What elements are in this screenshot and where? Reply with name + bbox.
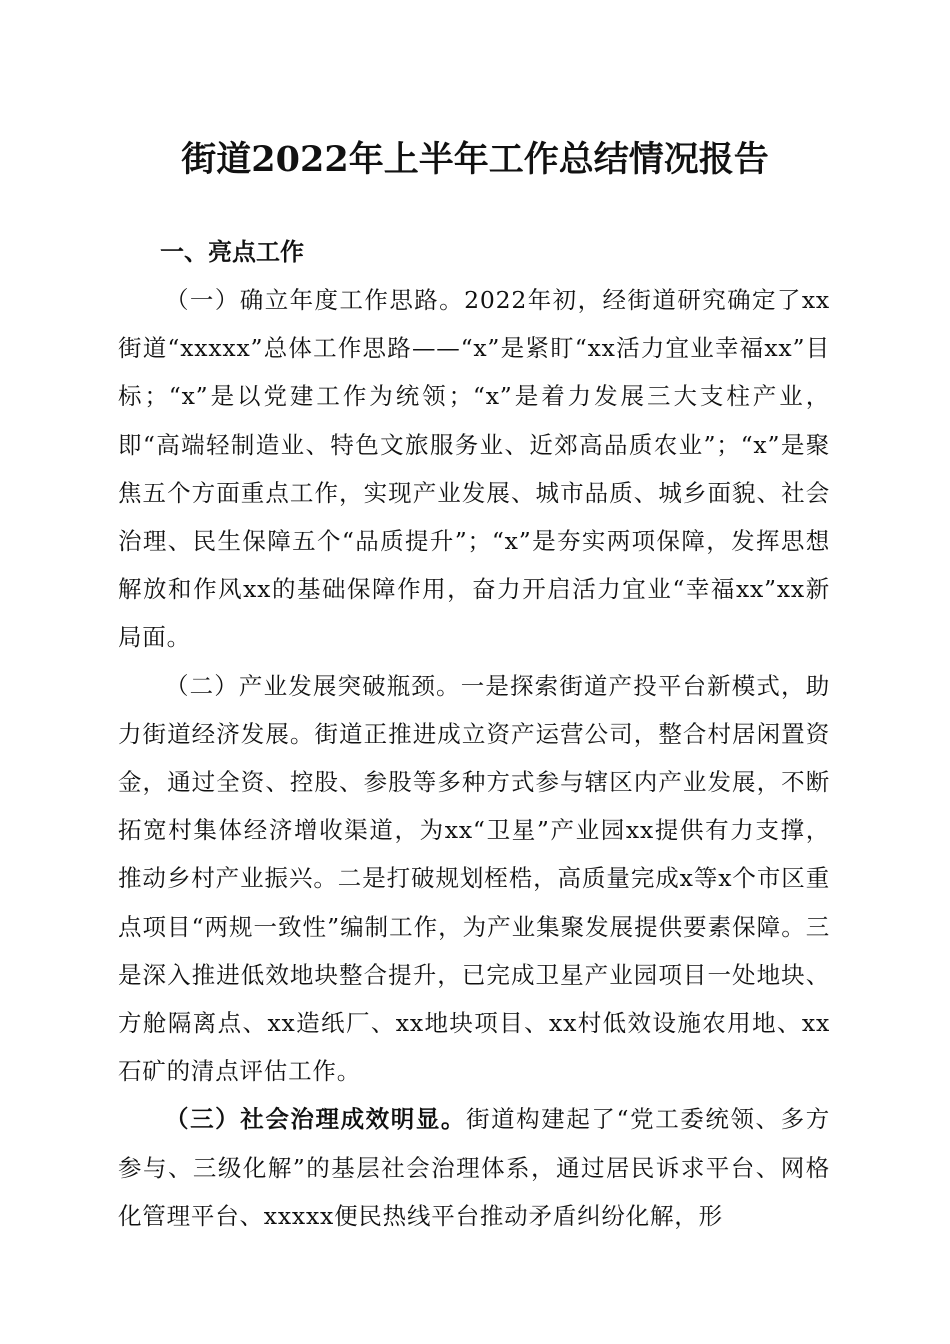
paragraph-2	[118, 662, 830, 1096]
paragraph-3-lead: （三）社会治理成效明显。	[165, 1105, 467, 1134]
paragraph-3	[118, 1095, 830, 1240]
section-heading: 一、亮点工作	[160, 238, 304, 266]
paragraph-2-lead: （二）产业发展突破瓶颈。	[165, 671, 461, 700]
document-body	[118, 228, 830, 1240]
paragraph-1-lead: （一）确立年度工作思路。	[165, 286, 465, 314]
paragraph-1	[118, 276, 830, 662]
document-title: 街道2022年上半年工作总结情况报告	[181, 139, 769, 180]
paragraph-3-text: 街道构建起了“党工委统领、多方参与、三级化解”的基层社会治理体系，通过居民诉求平台、网格化管理平台、xxxxx便民热线平台推动矛盾纠纷化解，形	[118, 1105, 831, 1230]
paragraph-1-text: 2022年初，经街道研究确定了xx街道“xxxxx”总体工作思路——“x”是紧盯“xx活力宜业幸福xx”目标；“x”是以党建工作为统领；“x”是着力发展三大支柱产业，即“高端轻制造业、特色文旅服务业、近郊高品质农业”；“x”是聚焦五个方面重点工作，实现产业发展、城市品质、城乡面貌、社会治理、民生保障五个“品质提升”；“x”是夯实两项保障，发挥思想解放和作风xx的基础保障作用，奋力开启活力宜业“幸福xx”xx新局面。	[118, 286, 830, 652]
paragraph-2-text: 一是探索街道产投平台新模式，助力街道经济发展。街道正推进成立资产运营公司，整合村居闲置资金，通过全资、控股、参股等多种方式参与辖区内产业发展，不断拓宽村集体经济增收渠道，为xx“卫星”产业园xx提供有力支撑，推动乡村产业振兴。二是打破规划桎梏，高质量完成x等x个市区重点项目“两规一致性”编制工作，为产业集聚发展提供要素保障。三是深入推进低效地块整合提升，已完成卫星产业园项目一处地块、方舱隔离点、xx造纸厂、xx地块项目、xx村低效设施农用地、xx石矿的清点评估工作。	[118, 671, 830, 1086]
